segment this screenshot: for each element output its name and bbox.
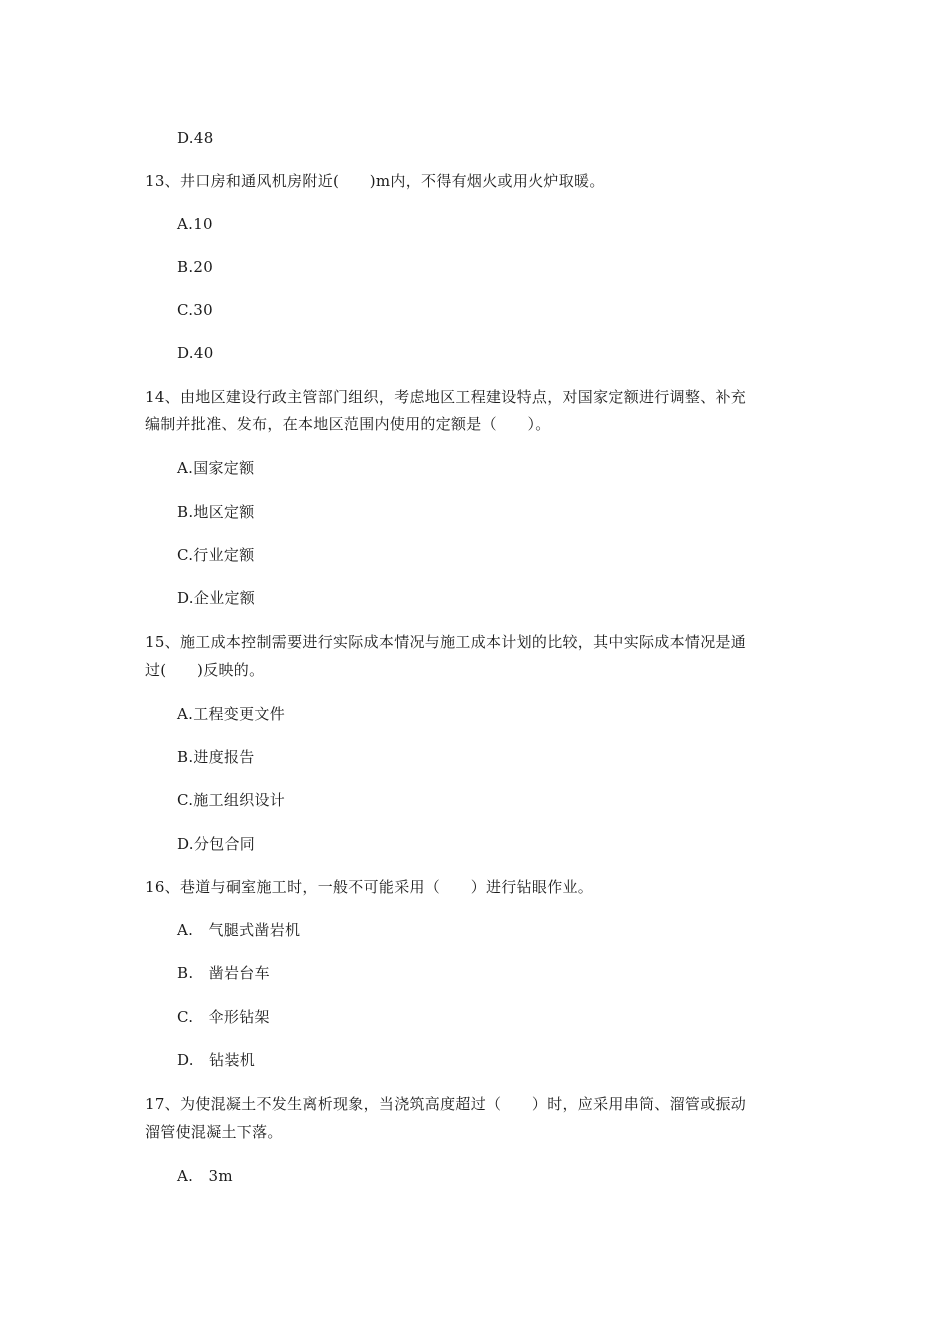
question-14-line-1: 14、由地区建设行政主管部门组织，考虑地区工程建设特点，对国家定额进行调整、补充 [145, 388, 747, 406]
option-12-d: D.48 [177, 129, 214, 147]
option-16-d: D. 钻装机 [177, 1051, 256, 1069]
option-13-a: A.10 [177, 215, 213, 233]
option-13-c: C.30 [177, 301, 213, 319]
option-16-b: B. 凿岩台车 [177, 964, 270, 982]
option-15-d: D.分包合同 [177, 835, 256, 853]
question-13: 13、井口房和通风机房附近( )m内，不得有烟火或用火炉取暖。 [145, 172, 605, 190]
option-15-b: B.进度报告 [177, 748, 255, 766]
question-17-line-2: 溜管使混凝土下落。 [145, 1123, 283, 1141]
question-16: 16、巷道与硐室施工时，一般不可能采用（ ）进行钻眼作业。 [145, 878, 594, 896]
option-16-c: C. 伞形钻架 [177, 1008, 270, 1026]
option-15-c: C.施工组织设计 [177, 791, 286, 809]
option-14-c: C.行业定额 [177, 546, 255, 564]
option-14-d: D.企业定额 [177, 589, 256, 607]
question-14-line-2: 编制并批准、发布，在本地区范围内使用的定额是（ ）。 [145, 415, 551, 433]
option-14-b: B.地区定额 [177, 503, 255, 521]
question-15-line-1: 15、施工成本控制需要进行实际成本情况与施工成本计划的比较，其中实际成本情况是通 [145, 633, 747, 651]
option-13-d: D.40 [177, 344, 214, 362]
question-17-line-1: 17、为使混凝土不发生离析现象，当浇筑高度超过（ ）时，应采用串筒、溜管或振动 [145, 1095, 747, 1113]
option-17-a: A. 3m [177, 1167, 233, 1185]
question-15-line-2: 过( )反映的。 [145, 661, 265, 679]
option-15-a: A.工程变更文件 [177, 705, 286, 723]
option-14-a: A.国家定额 [177, 459, 255, 477]
option-13-b: B.20 [177, 258, 214, 276]
option-16-a: A. 气腿式凿岩机 [177, 921, 301, 939]
